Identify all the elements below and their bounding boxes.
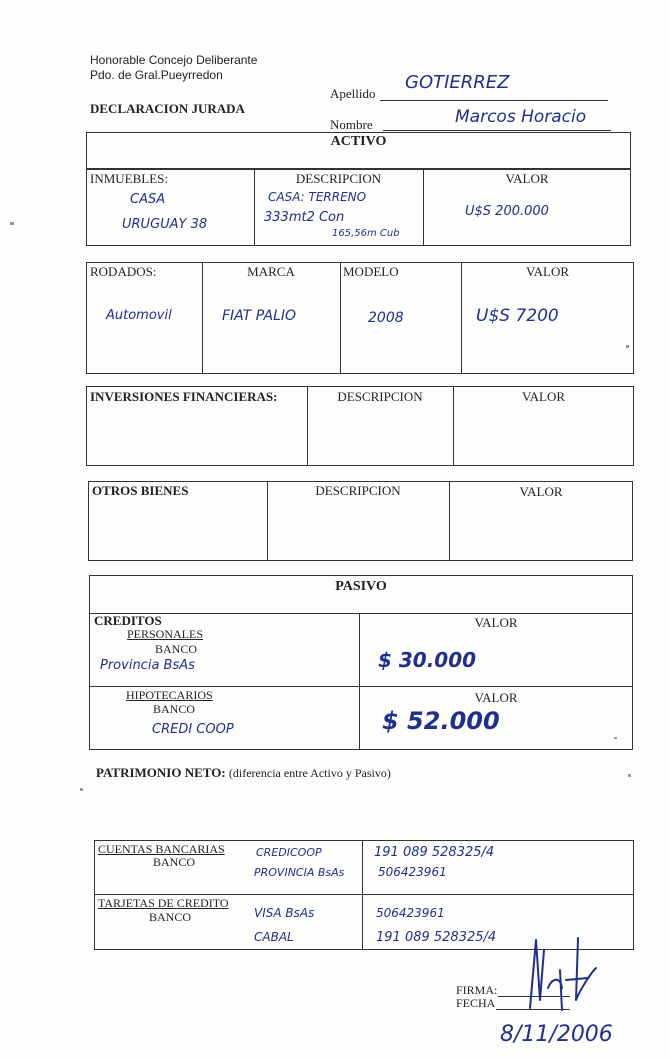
scan-speck	[626, 345, 629, 348]
patrimonio-label: PATRIMONIO NETO:	[96, 765, 226, 780]
rodados-divider-2	[340, 262, 341, 374]
hipotecarios-valor: $ 52.000	[382, 707, 500, 735]
cuentas-banco-label: BANCO	[153, 855, 196, 869]
doc-title: DECLARACION JURADA	[90, 101, 245, 116]
inversiones-label: INVERSIONES FINANCIERAS:	[90, 389, 278, 404]
fecha-label: FECHA	[456, 996, 496, 1010]
nombre-label: Nombre	[330, 117, 373, 132]
personales-valor: $ 30.000	[378, 648, 477, 672]
cuentas-divider	[362, 840, 363, 950]
tarjetas-label: TARJETAS DE CREDITO	[98, 896, 229, 910]
inmuebles-valor-header: VALOR	[505, 171, 549, 186]
rodados-marca: FIAT PALIO	[222, 308, 297, 324]
tarjeta-num-2: 191 089 528325/4	[376, 930, 497, 945]
rodados-item: Automovil	[106, 308, 172, 323]
pasivo-row-line	[89, 686, 633, 687]
inmuebles-desc-header: DESCRIPCION	[295, 171, 382, 186]
org-line-2: Pdo. de Gral.Pueyrredon	[90, 68, 223, 82]
rodados-valor-header: VALOR	[525, 264, 570, 279]
scan-speck	[628, 774, 631, 777]
nombre-line	[383, 130, 611, 131]
firma-label: FIRMA:	[456, 983, 498, 997]
personales-banco: Provincia BsAs	[100, 658, 195, 673]
apellido-value: GOTIERREZ	[405, 72, 510, 93]
inversiones-valor-header: VALOR	[521, 389, 566, 404]
inmuebles-desc-2: 333mt2 Con	[264, 210, 345, 225]
tarjeta-num-1: 506423961	[376, 906, 445, 920]
signature	[500, 930, 610, 1015]
creditos-label: CREDITOS	[94, 613, 162, 628]
inmuebles-label: INMUEBLES:	[90, 171, 168, 186]
scan-speck	[10, 222, 14, 225]
rodados-modelo: 2008	[368, 310, 404, 326]
pasivo-title-line	[89, 613, 633, 614]
pasivo-title: PASIVO	[335, 579, 387, 594]
personales-label: PERSONALES	[127, 627, 204, 641]
fecha-value: 8/11/2006	[500, 1022, 613, 1047]
hipotecarios-label: HIPOTECARIOS	[126, 688, 213, 702]
cuentas-label: CUENTAS BANCARIAS	[98, 842, 225, 856]
otros-label: OTROS BIENES	[92, 483, 189, 498]
cuentas-num-2: 506423961	[378, 865, 447, 879]
cuentas-banco-1: CREDICOOP	[256, 846, 322, 859]
scan-speck	[80, 788, 83, 791]
hipotecarios-valor-header: VALOR	[474, 690, 518, 705]
apellido-label: Apellido	[330, 86, 376, 101]
personales-banco-label: BANCO	[155, 642, 198, 656]
cuentas-num-1: 191 089 528325/4	[374, 845, 495, 860]
org-line-1: Honorable Concejo Deliberante	[90, 53, 258, 67]
patrimonio-neto	[96, 765, 391, 781]
scan-speck	[614, 737, 617, 739]
activo-title: ACTIVO	[330, 134, 387, 149]
pasivo-divider	[359, 613, 360, 750]
inmuebles-desc-1: CASA: TERRENO	[268, 190, 367, 204]
inversiones-desc-header: DESCRIPCION	[337, 389, 423, 404]
cuentas-row-line	[94, 894, 634, 895]
inmuebles-desc-3: 165,56m Cub	[332, 228, 400, 239]
cuentas-banco-2: PROVINCIA BsAs	[254, 866, 345, 879]
otros-valor-header: VALOR	[519, 484, 563, 499]
inmuebles-item-2: URUGUAY 38	[122, 217, 208, 232]
patrimonio-note: (diferencia entre Activo y Pasivo)	[228, 766, 391, 780]
hipotecarios-banco: CREDI COOP	[152, 722, 234, 737]
otros-desc-header: DESCRIPCION	[315, 483, 401, 498]
inmuebles-item-1: CASA	[130, 192, 166, 207]
org-name	[90, 53, 257, 83]
tarjetas-banco-label: BANCO	[149, 910, 192, 924]
rodados-label: RODADOS:	[90, 264, 157, 279]
hipotecarios-banco-label: BANCO	[153, 702, 196, 716]
apellido-line	[380, 100, 608, 101]
rodados-modelo-header: MODELO	[343, 264, 399, 279]
rodados-valor: U$S 7200	[476, 306, 559, 326]
tarjeta-1: VISA BsAs	[254, 906, 315, 920]
tarjeta-2: CABAL	[254, 930, 294, 944]
rodados-marca-header: MARCA	[247, 264, 295, 279]
nombre-value: Marcos Horacio	[455, 107, 587, 127]
personales-valor-header: VALOR	[474, 615, 518, 630]
inmuebles-valor: U$S 200.000	[465, 204, 549, 219]
